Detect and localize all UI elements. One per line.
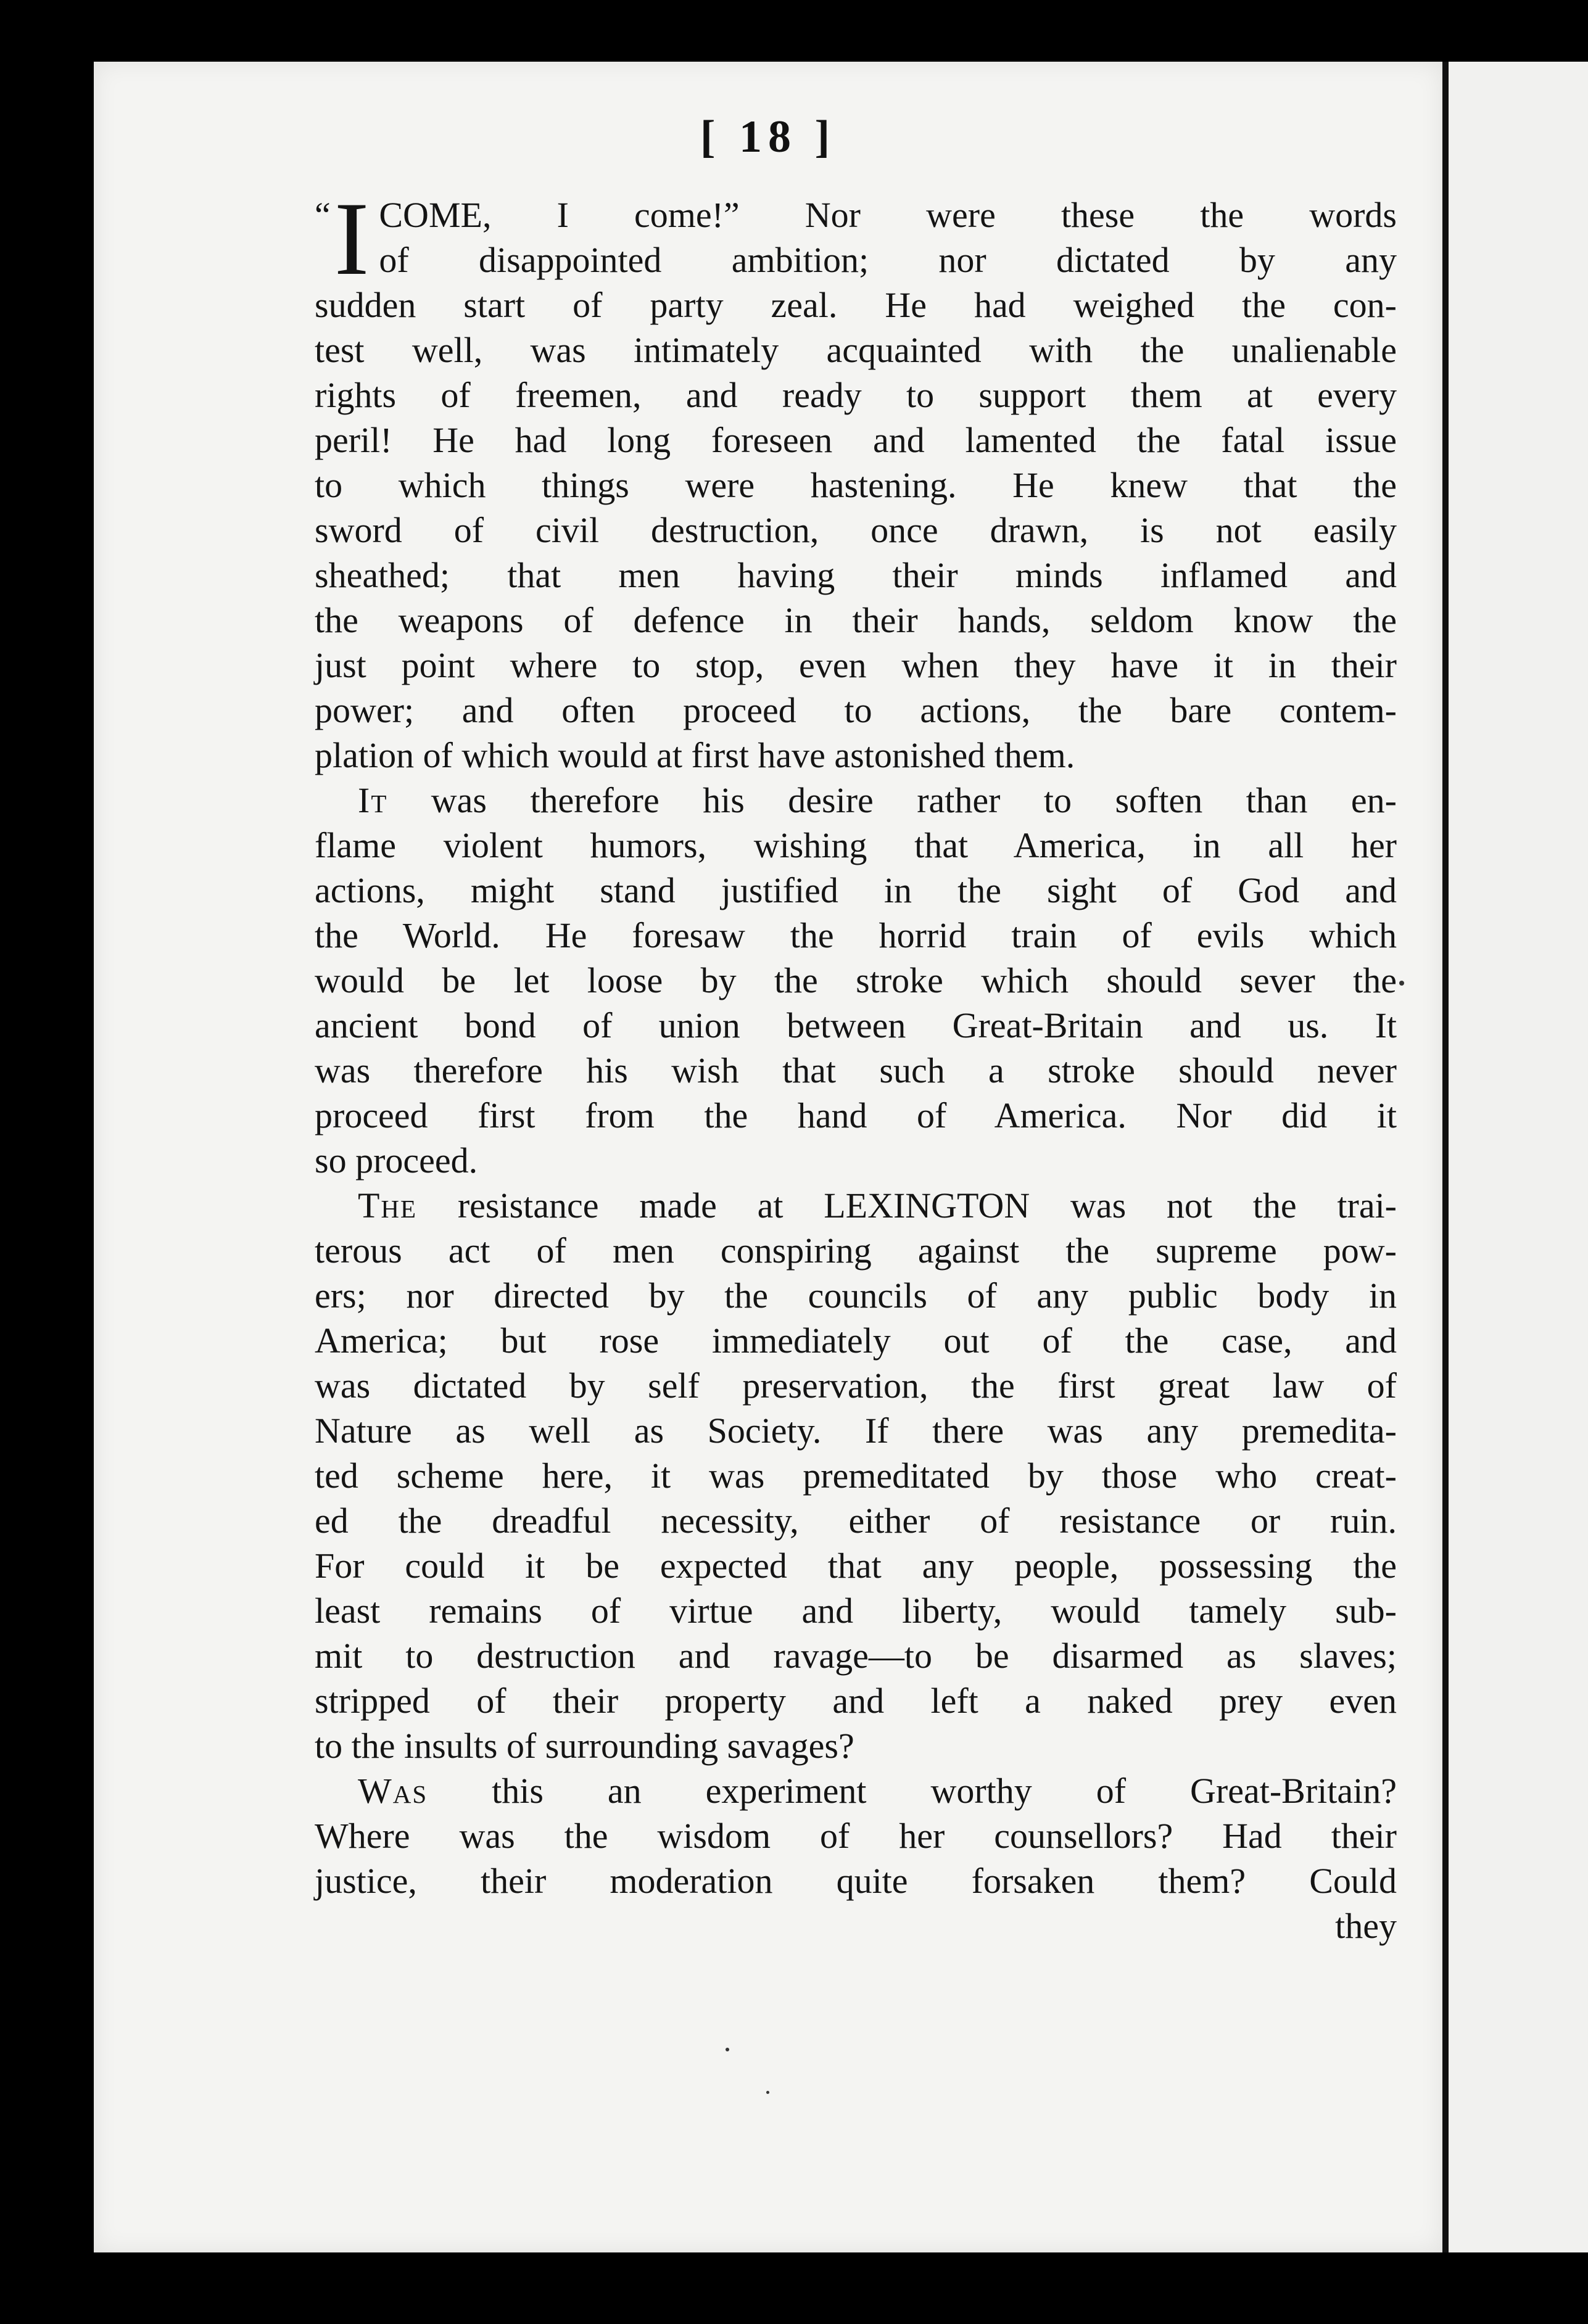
text-line: terous act of men conspiring against the supreme pow- [315,1230,1397,1271]
text-line: least remains of virtue and liberty, would tamely sub- [315,1591,1397,1631]
text-span: this an experiment worthy of Great-Britain? [428,1771,1397,1811]
text-span: resistance made at LEXINGTON was not the trai- [417,1185,1397,1226]
text-line [315,1768,1397,1813]
text-line: was dictated by self preservation, the first great law of [315,1366,1397,1406]
text-line: proceed first from the hand of America. Nor did it [315,1095,1397,1135]
text-line [315,1183,1397,1228]
ink-speck [1399,981,1404,986]
text-line: just point where to stop, even when they have it in their [315,645,1397,685]
book-page [94,62,1442,2252]
paragraph-3 [315,1183,1397,1768]
text-line: the weapons of defence in their hands, seldom know the [315,600,1397,640]
text-line: rights of freemen, and ready to support them at every [315,375,1397,415]
text-line: peril! He had long foreseen and lamented the fatal issue [315,420,1397,460]
text-line: to the insults of surrounding savages? [315,1726,854,1766]
text-line: COME, I come!” Nor were these the words [379,195,1397,235]
opening-quote-mark: “ [315,195,331,235]
text-line: stripped of their property and left a naked prey even [315,1681,1397,1721]
text-line: Where was the wisdom of her counsellors? Had their [315,1816,1397,1856]
ink-speck [726,2048,729,2051]
paragraph-2 [315,778,1397,1183]
catchword: they [1335,1906,1397,1946]
text-line: ted scheme here, it was premeditated by those who creat- [315,1456,1397,1496]
paragraph-4 [315,1768,1397,1903]
text-line: power; and often proceed to actions, the bare contem- [315,690,1397,730]
text-line: Nature as well as Society. If there was any premedita- [315,1411,1397,1451]
adjacent-page-edge [1449,62,1588,2252]
text-line: the World. He foresaw the horrid train of evils which [315,915,1397,955]
text-line [315,778,1397,823]
text-line: test well, was intimately acquainted with the unalienable [315,330,1397,370]
text-line: flame violent humors, wishing that America, in all her [315,825,1397,865]
text-line: For could it be expected that any people, possessing the [315,1546,1397,1586]
text-line: ed the dreadful necessity, either of resistance or ruin. [315,1501,1397,1541]
small-caps-lead: Was [358,1771,428,1811]
text-span: was therefore his desire rather to soften than en- [387,780,1397,820]
text-line: of disappointed ambition; nor dictated by any [379,240,1397,280]
text-line: so proceed. [315,1140,478,1181]
page-body [315,181,1397,1948]
ink-speck [766,2091,769,2094]
text-line: to which things were hastening. He knew that the [315,465,1397,505]
text-line: America; but rose immediately out of the case, and [315,1321,1397,1361]
small-caps-lead: It [358,780,388,820]
text-line: sword of civil destruction, once drawn, is not easily [315,510,1397,550]
page-number: [ 18 ] [700,112,837,162]
drop-cap: I [334,181,370,297]
text-line: mit to destruction and ravage—to be disarmed as slaves; [315,1636,1397,1676]
text-line: justice, their moderation quite forsaken them? Could [315,1861,1397,1901]
text-line: actions, might stand justified in the sight of God and [315,870,1397,910]
page-gutter [1442,62,1449,2252]
text-line: plation of which would at first have astonished them. [315,735,1075,775]
text-line: sudden start of party zeal. He had weighed the con- [315,285,1397,325]
text-line: would be let loose by the stroke which should sever the [315,960,1397,1000]
text-line: was therefore his wish that such a stroke should never [315,1050,1397,1090]
text-line: ers; nor directed by the councils of any public body in [315,1275,1397,1316]
paragraph-1 [315,181,1397,778]
text-line: ancient bond of union between Great-Britain and us. It [315,1005,1397,1045]
small-caps-lead: The [358,1185,418,1226]
text-line: sheathed; that men having their minds inflamed and [315,555,1397,595]
